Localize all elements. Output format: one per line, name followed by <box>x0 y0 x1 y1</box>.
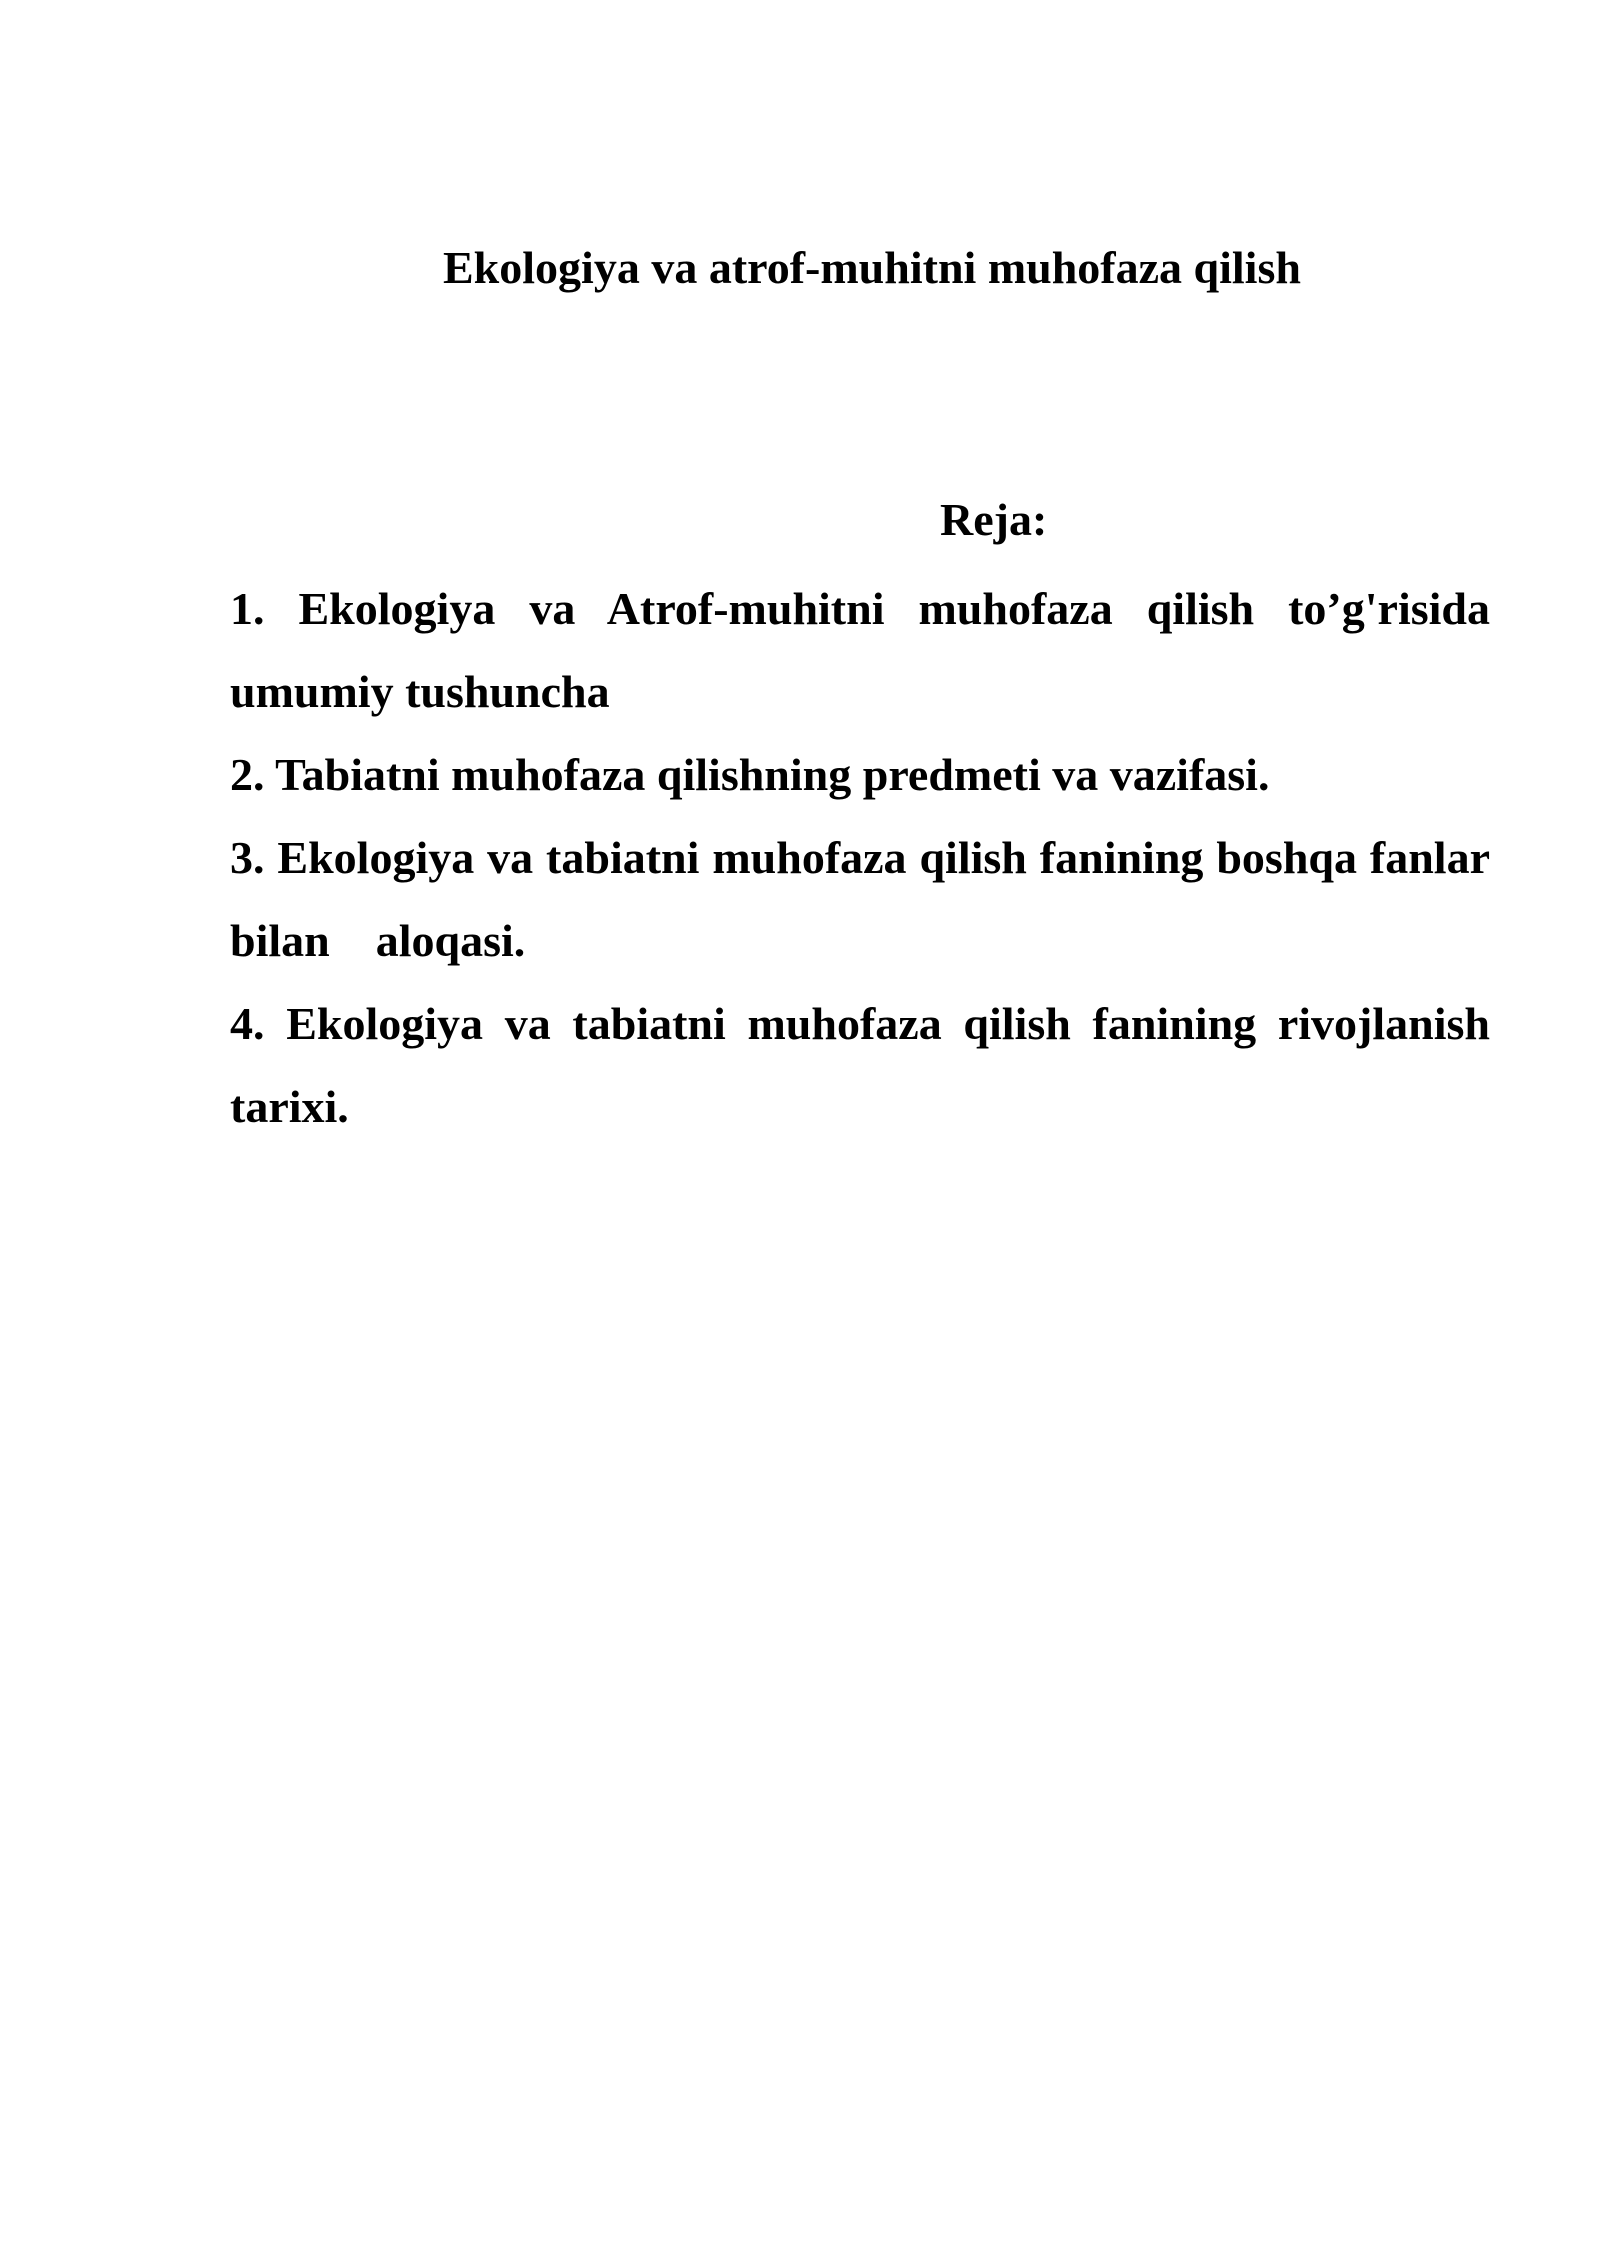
plan-item-2: 2. Tabiatni muhofaza qilishning predmeti va vazifasi. <box>230 749 1270 800</box>
document-title: Ekologiya va atrof-muhitni muhofaza qilish <box>443 242 1301 293</box>
plan-item-1: 1. Ekologiya va Atrof-muhitni muhofaza qilish to’g'risida umumiy tushuncha <box>230 583 1490 717</box>
plan-item-3: 3. Ekologiya va tabiatni muhofaza qilish fanining boshqa fanlar bilan aloqasi. <box>230 832 1502 966</box>
plan-item-4: 4. Ekologiya va tabiatni muhofaza qilish fanining rivojlanish tarixi. <box>230 998 1490 1132</box>
plan-list <box>230 567 1502 1148</box>
plan-heading: Reja: <box>940 494 1048 545</box>
